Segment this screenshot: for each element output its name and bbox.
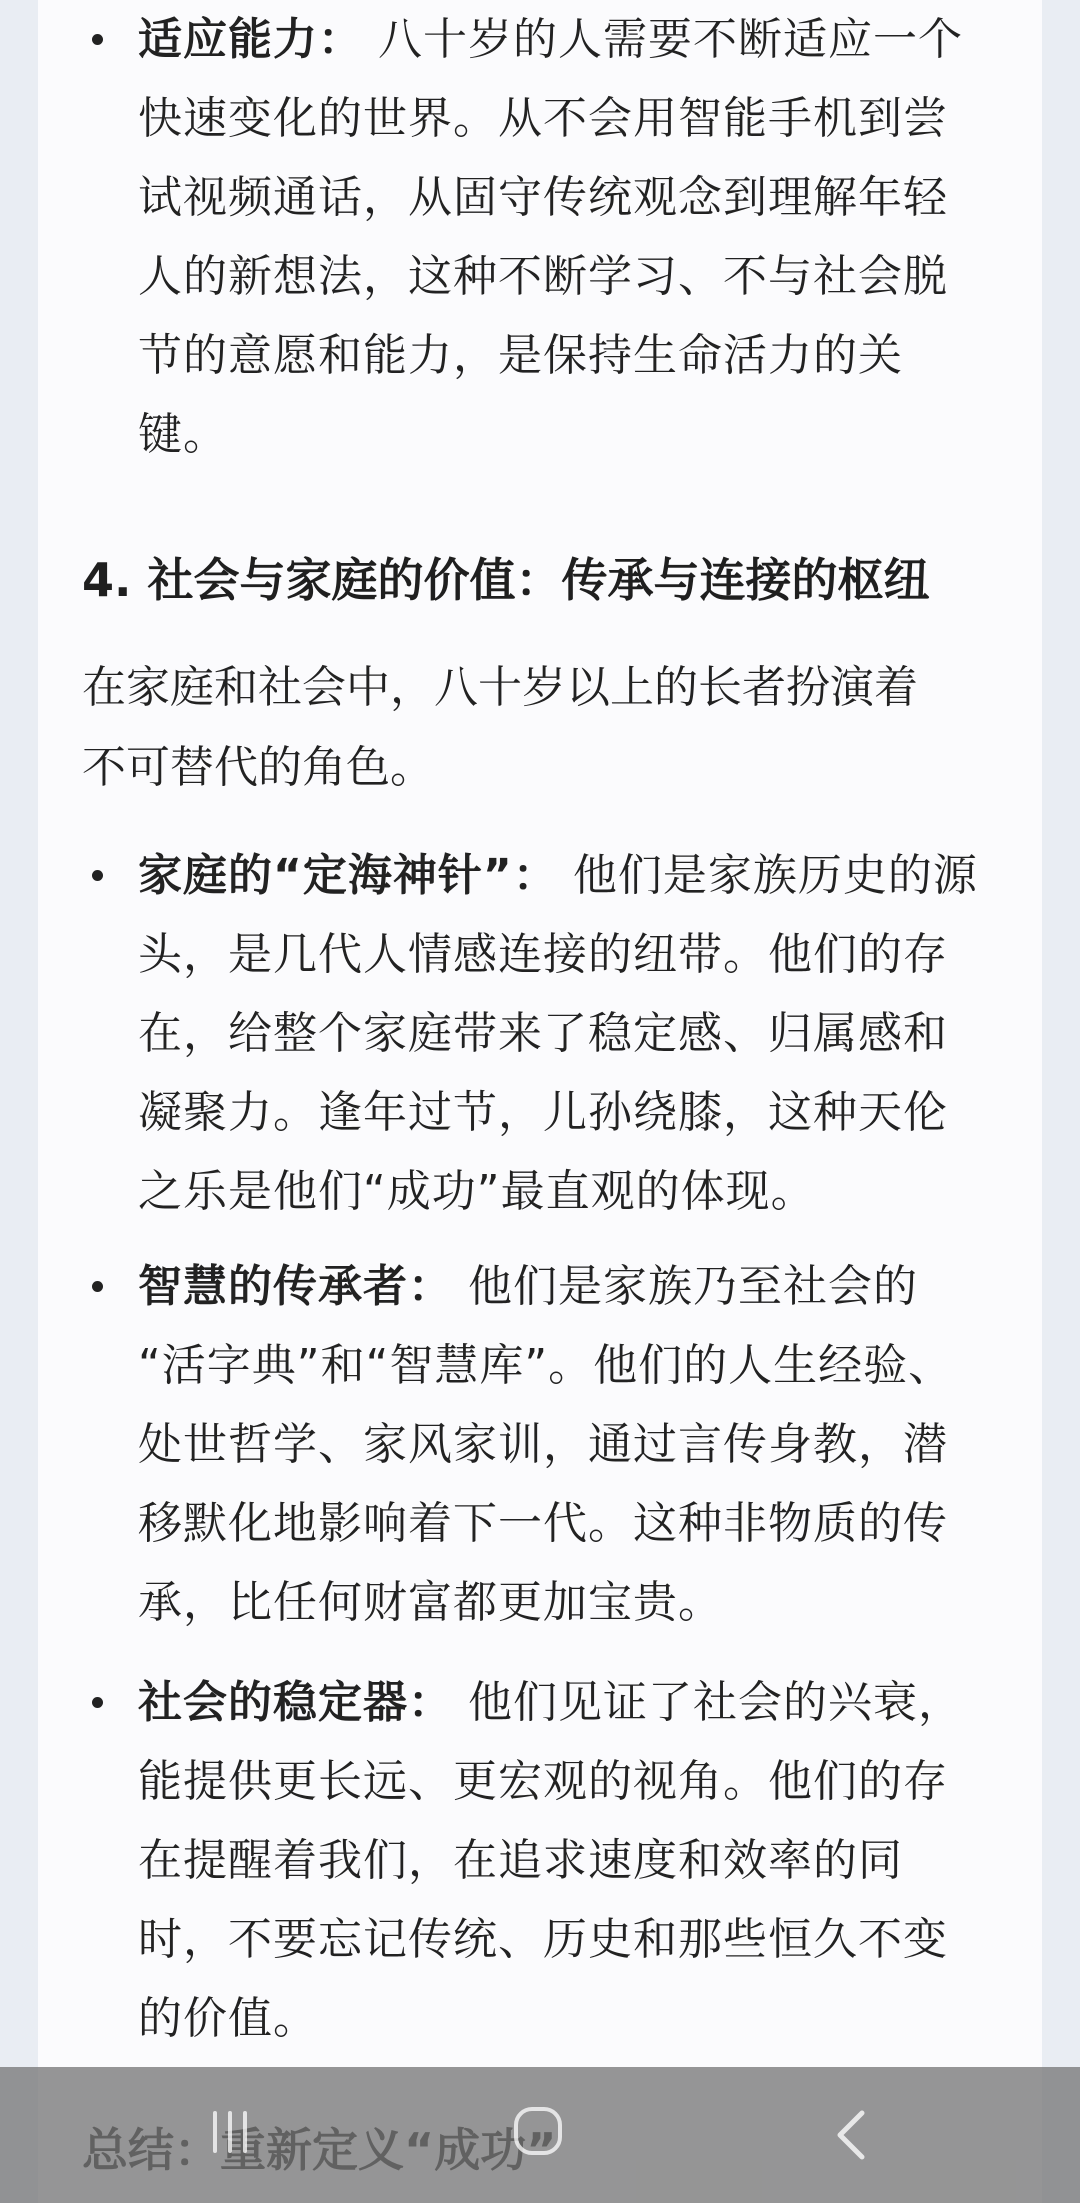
text-line: “活字典”和“智慧库”。他们的人生经验、: [138, 1340, 954, 1391]
bullet-body: 八十岁的人需要不断适应一个: [363, 14, 963, 65]
text-line: 头，是几代人情感连接的纽带。他们的存: [138, 929, 948, 980]
text-line: 在提醒着我们，在追求速度和效率的同: [138, 1835, 903, 1886]
bullet-title: 适应能力：: [138, 14, 363, 65]
text-line: 时，不要忘记传统、历史和那些恒久不变: [138, 1914, 948, 1965]
text-line: 在，给整个家庭带来了稳定感、归属感和: [138, 1008, 948, 1059]
bullet-text: [138, 1663, 998, 2058]
text-line: 键。: [138, 409, 228, 460]
bullet-dot: [92, 1697, 103, 1708]
bullet-title: 智慧的传承者：: [138, 1261, 453, 1312]
text-line: [138, 836, 998, 915]
text-line: 不可替代的角色。: [82, 742, 434, 793]
text-line: 之乐是他们“成功”最直观的体现。: [138, 1166, 816, 1217]
bullet-title: 家庭的“定海神针”：: [138, 850, 558, 901]
bullet-text: [138, 1247, 998, 1642]
text-line: [138, 1247, 998, 1326]
text-line: 试视频通话，从固守传统观念到理解年轻: [138, 172, 948, 223]
bullet-dot: [92, 34, 103, 45]
bullet-body: 他们是家族乃至社会的: [453, 1261, 918, 1312]
recent-apps-icon[interactable]: [213, 2111, 253, 2157]
bullet-dot: [92, 870, 103, 881]
home-icon[interactable]: [514, 2107, 562, 2155]
back-icon[interactable]: [828, 2107, 878, 2163]
text-line: 能提供更长远、更宏观的视角。他们的存: [138, 1756, 948, 1807]
text-line: 在家庭和社会中，八十岁以上的长者扮演着: [82, 662, 918, 713]
bullet-body: 他们是家族历史的源: [557, 850, 978, 901]
text-line: [138, 0, 998, 79]
bullet-body: 他们见证了社会的兴衰，: [453, 1677, 963, 1728]
text-line: 移默化地影响着下一代。这种非物质的传: [138, 1498, 948, 1549]
text-line: 快速变化的世界。从不会用智能手机到尝: [138, 93, 948, 144]
bullet-text: [138, 836, 998, 1231]
bullet-text: [138, 0, 998, 474]
text-line: 承，比任何财富都更加宝贵。: [138, 1577, 723, 1628]
bullet-dot: [92, 1281, 103, 1292]
section-intro: [82, 648, 1002, 808]
text-line: 节的意愿和能力，是保持生命活力的关: [138, 330, 903, 381]
section-heading: 4. 社会与家庭的价值：传承与连接的枢纽: [82, 553, 930, 607]
text-line: [138, 1663, 998, 1742]
text-line: 的价值。: [138, 1993, 318, 2044]
text-line: 处世哲学、家风家训，通过言传身教，潜: [138, 1419, 948, 1470]
bullet-title: 社会的稳定器：: [138, 1677, 453, 1728]
text-line: 人的新想法，这种不断学习、不与社会脱: [138, 251, 948, 302]
text-line: 凝聚力。逢年过节，儿孙绕膝，这种天伦: [138, 1087, 948, 1138]
system-nav-bar: [0, 2067, 1080, 2203]
